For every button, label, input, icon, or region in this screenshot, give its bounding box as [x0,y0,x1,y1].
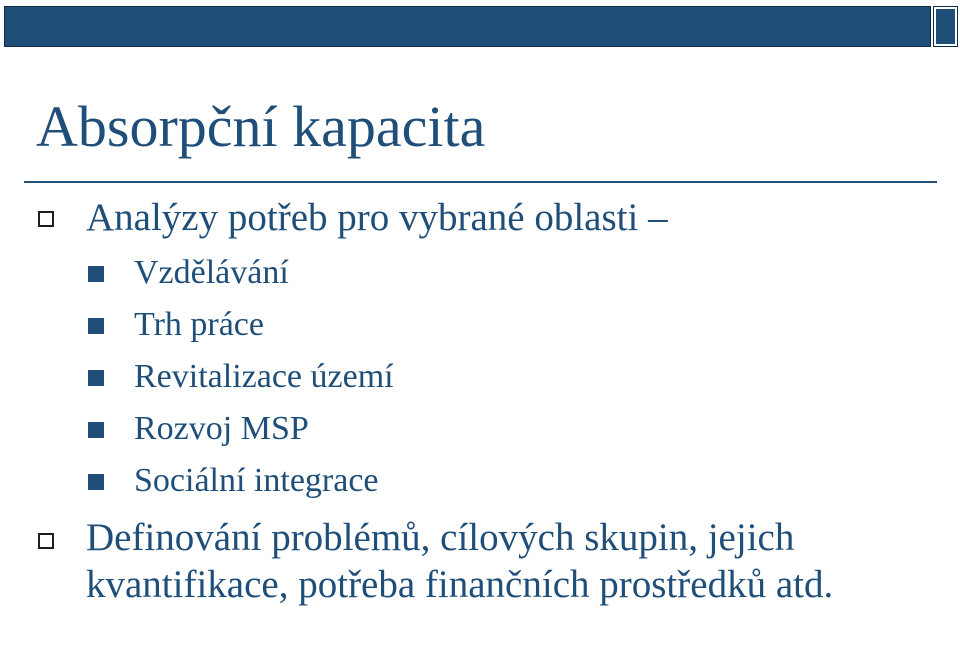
title-underline [24,181,937,183]
sub-bullet-trh-prace: Trh práce [134,306,264,343]
filled-square-icon [88,266,104,282]
hollow-square-icon [38,211,54,227]
filled-square-icon [88,318,104,334]
header-bar-end-inner [936,9,955,44]
header-bar [4,6,931,47]
sub-bullet-revitalizace: Revitalizace území [134,358,394,395]
slide-title: Absorpční kapacita [36,94,486,159]
filled-square-icon [88,422,104,438]
header-bar-end-block [933,6,958,47]
bullet-analyzy: Analýzy potřeb pro vybrané oblasti – [86,196,668,239]
filled-square-icon [88,370,104,386]
bullet-definovani: Definování problémů, cílových skupin, jejich kvantifikace, potřeba finančních prostředků atd. [86,516,834,606]
filled-square-icon [88,474,104,490]
sub-bullet-vzdelavani: Vzdělávání [134,254,289,291]
hollow-square-icon [38,533,54,549]
sub-bullet-rozvoj-msp: Rozvoj MSP [134,410,309,447]
sub-bullet-socialni-integrace: Sociální integrace [134,462,379,499]
